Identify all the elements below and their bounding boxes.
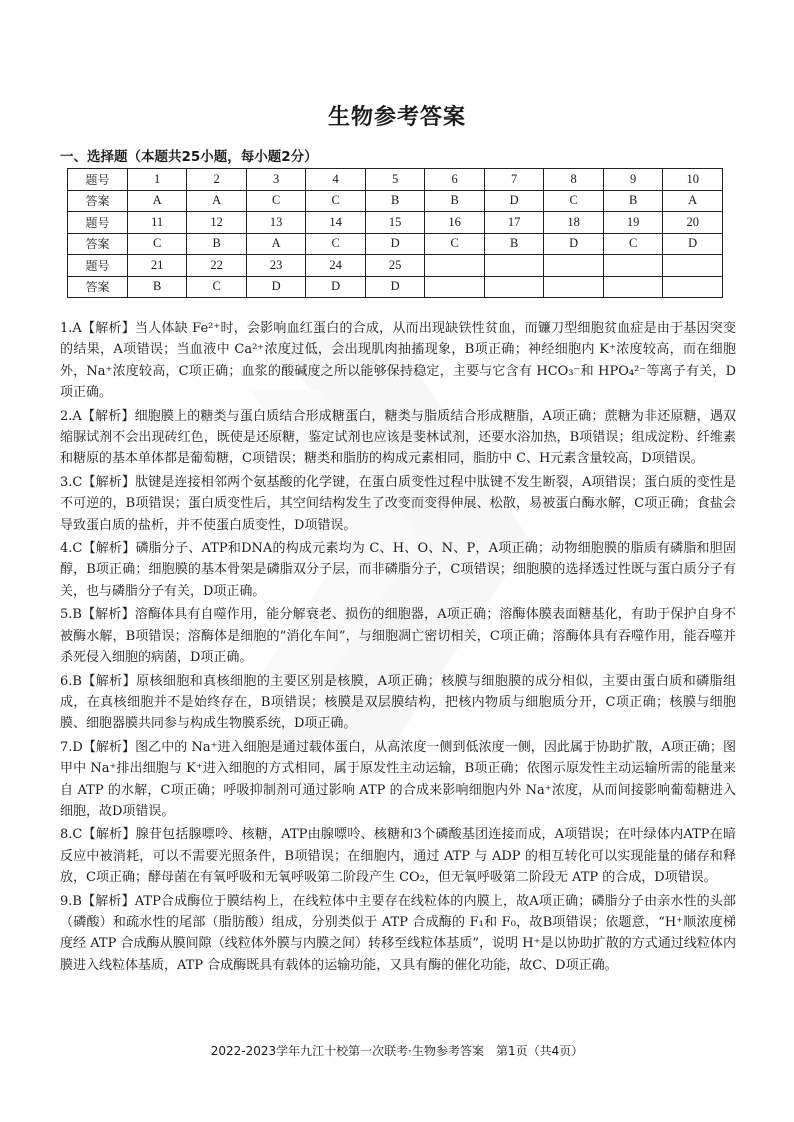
- table-cell: 21: [127, 255, 187, 277]
- table-cell: [603, 276, 663, 298]
- table-cell: 13: [246, 212, 306, 234]
- explanation-item: 8.C【解析】腺苷包括腺嘌呤、核糖，ATP由腺嘌呤、核糖和3个磷酸基团连接而成，A项错误；在叶绿体内ATP在暗反应中被消耗，可以不需要光照条件，B项错误；在细胞内，通过 ATP 与 ADP 的相互转化可以实现能量的储存和释放，C项正确；酵母菌在有氧呼吸和无氧呼吸第二阶段产生 CO₂，但无氧呼吸第二阶段无 ATP 的合成，D项错误。: [60, 827, 736, 886]
- table-cell: [425, 276, 485, 298]
- table-cell: C: [425, 233, 485, 255]
- table-row: [68, 276, 723, 298]
- table-cell: A: [663, 190, 723, 212]
- table-cell: 12: [187, 212, 247, 234]
- table-cell: [544, 276, 604, 298]
- table-cell: 2: [187, 169, 247, 191]
- table-cell: 18: [544, 212, 604, 234]
- table-cell: B: [484, 233, 544, 255]
- table-cell: [425, 255, 485, 277]
- table-cell: 25: [365, 255, 425, 277]
- table-cell: B: [127, 276, 187, 298]
- table-row-label: 答案: [68, 190, 128, 212]
- table-cell: D: [306, 276, 366, 298]
- table-row-label: 题号: [68, 255, 128, 277]
- table-cell: D: [365, 276, 425, 298]
- table-cell: C: [544, 190, 604, 212]
- explanations-list: [60, 318, 736, 978]
- table-cell: C: [603, 233, 663, 255]
- table-cell: B: [603, 190, 663, 212]
- explanation-item: 2.A【解析】细胞膜上的糖类与蛋白质结合形成糖蛋白，糖类与脂质结合形成糖脂，A项正确；蔗糖为非还原糖，遇双缩脲试剂不会出现砖红色，既使是还原糖，鉴定试剂也应该是斐林试剂，还要水浴加热，B项错误；组成淀粉、纤维素和糖原的基本单体都是葡萄糖，C项错误；糖类和脂肪的构成元素相同，脂肪中 C、H元素含量较高，D项错误。: [60, 408, 736, 467]
- table-cell: A: [127, 190, 187, 212]
- table-row-label: 答案: [68, 233, 128, 255]
- explanation-item: 7.D【解析】图乙中的 Na⁺进入细胞是通过载体蛋白，从高浓度一侧到低浓度一侧，因此属于协助扩散，A项正确；图甲中 Na⁺排出细胞与 K⁺进入细胞的方式相同，属于原发性主动运输，B项正确；依图示原发性主动运输所需的能量来自 ATP 的水解，C项正确；呼吸抑制剂可通过影响 ATP 的合成来影响细胞内外 Na⁺浓度，从而间接影响葡萄糖进入细胞，故D项错误。: [60, 739, 736, 819]
- table-cell: D: [246, 276, 306, 298]
- table-cell: 5: [365, 169, 425, 191]
- table-row: [68, 212, 723, 234]
- table-cell: 15: [365, 212, 425, 234]
- table-cell: D: [365, 233, 425, 255]
- explanation-item: 9.B【解析】ATP合成酶位于膜结构上，在线粒体中主要存在线粒体的内膜上，故A项正确；磷脂分子由亲水性的头部（磷酸）和疏水性的尾部（脂肪酸）组成，分别类似于 ATP 合成酶的 F₁和 F₀，故B项错误；依题意，“H⁺顺浓度梯度经 ATP 合成酶从膜间隙（线粒体外膜与内膜之间）转移至线粒体基质”，说明 H⁺是以协助扩散的方式通过线粒体内膜进入线粒体基质，ATP 合成酶既具有载体的运输功能，又具有酶的催化功能，故C、D项正确。: [60, 893, 736, 973]
- table-row-label: 答案: [68, 276, 128, 298]
- table-cell: 1: [127, 169, 187, 191]
- table-cell: D: [484, 190, 544, 212]
- table-cell: 9: [603, 169, 663, 191]
- answer-table: [67, 168, 723, 298]
- table-cell: 11: [127, 212, 187, 234]
- table-cell: [484, 276, 544, 298]
- table-cell: A: [246, 233, 306, 255]
- table-cell: C: [246, 190, 306, 212]
- table-cell: 7: [484, 169, 544, 191]
- table-cell: 14: [306, 212, 366, 234]
- section-heading: 一、选择题（本题共25小题，每小题2分）: [60, 149, 318, 165]
- page-title: 生物参考答案: [327, 105, 466, 130]
- table-cell: [663, 255, 723, 277]
- table-cell: [544, 255, 604, 277]
- table-cell: A: [187, 190, 247, 212]
- table-cell: 22: [187, 255, 247, 277]
- table-cell: C: [187, 276, 247, 298]
- table-cell: 10: [663, 169, 723, 191]
- table-cell: 4: [306, 169, 366, 191]
- table-row: [68, 190, 723, 212]
- explanation-item: 1.A【解析】当人体缺 Fe²⁺时，会影响血红蛋白的合成，从而出现缺铁性贫血，而镰刀型细胞贫血症是由于基因突变的结果，A项错误；当血液中 Ca²⁺浓度过低，会出现肌肉抽搐现象，B项正确；神经细胞内 K⁺浓度较高，而在细胞外，Na⁺浓度较高，C项正确；血浆的酸碱度之所以能够保持稳定，主要与它含有 HCO₃⁻和 HPO₄²⁻等离子有关，D项正确。: [60, 321, 736, 401]
- table-row-label: 题号: [68, 169, 128, 191]
- table-cell: 8: [544, 169, 604, 191]
- table-cell: C: [127, 233, 187, 255]
- table-row-label: 题号: [68, 212, 128, 234]
- table-cell: B: [425, 190, 485, 212]
- table-cell: 20: [663, 212, 723, 234]
- table-cell: D: [663, 233, 723, 255]
- explanation-item: 3.C【解析】肽键是连接相邻两个氨基酸的化学键，在蛋白质变性过程中肽键不发生断裂，A项错误；蛋白质的变性是不可逆的，B项错误；蛋白质变性后，其空间结构发生了改变而变得伸展、松散，易被蛋白酶水解，C项正确；食盐会导致蛋白质的盐析，并不使蛋白质变性，D项错误。: [60, 474, 736, 533]
- table-cell: [603, 255, 663, 277]
- table-cell: B: [365, 190, 425, 212]
- table-row: [68, 255, 723, 277]
- table-cell: 6: [425, 169, 485, 191]
- table-cell: D: [544, 233, 604, 255]
- table-cell: C: [306, 233, 366, 255]
- table-cell: 16: [425, 212, 485, 234]
- table-cell: [663, 276, 723, 298]
- explanation-item: 4.C【解析】磷脂分子、ATP和DNA的构成元素均为 C、H、O、N、P，A项正确；动物细胞膜的脂质有磷脂和胆固醇，B项正确；细胞膜的基本骨架是磷脂双分子层，而非磷脂分子，C项错误；细胞膜的选择透过性既与蛋白质分子有关，也与磷脂分子有关，D项正确。: [60, 541, 736, 599]
- explanation-item: 5.B【解析】溶酶体具有自噬作用，能分解衰老、损伤的细胞器，A项正确；溶酶体膜表面糖基化，有助于保护自身不被酶水解，B项错误；溶酶体是细胞的“消化车间”，与细胞凋亡密切相关，C项正确；溶酶体具有吞噬作用，能吞噬并杀死侵入细胞的病菌，D项正确。: [60, 607, 736, 666]
- table-cell: [484, 255, 544, 277]
- table-cell: B: [187, 233, 247, 255]
- table-cell: C: [306, 190, 366, 212]
- table-cell: 19: [603, 212, 663, 234]
- table-row: [68, 233, 723, 255]
- table-cell: 23: [246, 255, 306, 277]
- page-footer: 2022-2023学年九江十校第一次联考·生物参考答案 第1页（共4页）: [210, 1044, 584, 1058]
- table-row: [68, 169, 723, 191]
- table-cell: 24: [306, 255, 366, 277]
- table-cell: 3: [246, 169, 306, 191]
- table-cell: 17: [484, 212, 544, 234]
- explanation-item: 6.B【解析】原核细胞和真核细胞的主要区别是核膜，A项正确；核膜与细胞膜的成分相似，主要由蛋白质和磷脂组成，在真核细胞并不是始终存在，B项错误；核膜是双层膜结构，把核内物质与细胞质分开，C项正确；核膜与细胞膜、细胞器膜共同参与构成生物膜系统，D项正确。: [60, 673, 736, 732]
